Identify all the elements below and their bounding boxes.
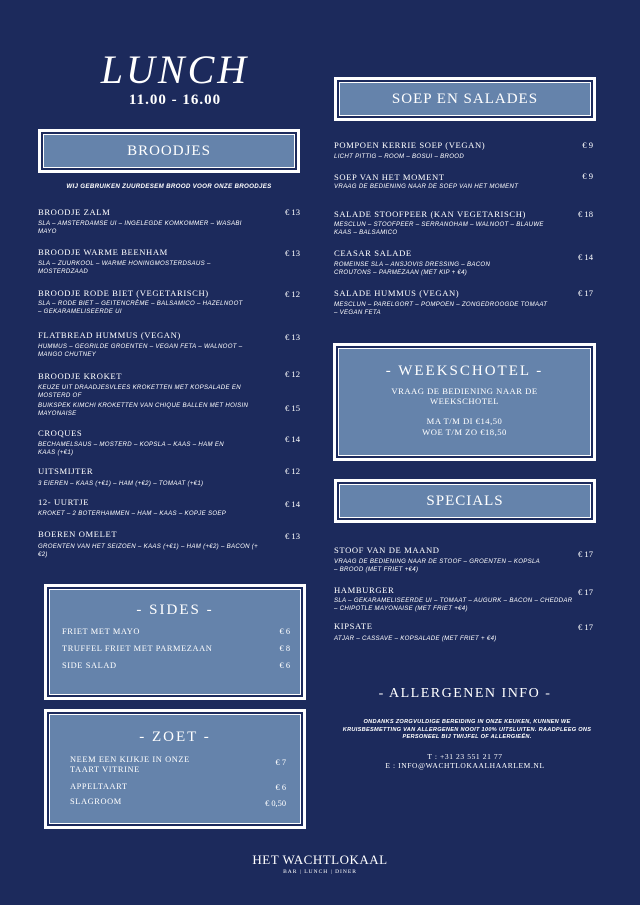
menu-item-price: € 14 bbox=[284, 499, 300, 509]
specials-title: SPECIALS bbox=[339, 484, 591, 518]
menu-item-name: SALADE STOOFPEER (KAN VEGETARISCH) bbox=[334, 209, 526, 219]
page-title: LUNCH bbox=[100, 47, 250, 92]
menu-item-desc: BECHAMELSAUS – MOSTERD – KOPSLA – KAAS – HAM EN KAAS (+€1) bbox=[38, 441, 224, 457]
menu-item-desc: GROENTEN VAN HET SEIZOEN – KAAS (+€1) – HAM (+€2) – BACON (+€2) bbox=[38, 543, 258, 559]
menu-item-name: SALADE HUMMUS (VEGAN) bbox=[334, 288, 460, 298]
menu-item-price: € 12 bbox=[284, 369, 300, 379]
menu-item-price: € 13 bbox=[284, 248, 300, 258]
menu-item-price: € 12 bbox=[284, 289, 300, 299]
soep-header bbox=[334, 77, 596, 121]
menu-item-price: € 13 bbox=[284, 332, 300, 342]
menu-item-desc: SLA – GEKARAMELISEERDE UI – TOMAAT – AUGURK – BACON – CHEDDAR – CHIPOTLE MAYONAISE (MET FRIET +€4) bbox=[334, 597, 573, 613]
sides-title: - SIDES - bbox=[136, 602, 214, 618]
menu-item-name: UITSMIJTER bbox=[38, 466, 94, 476]
menu-item-desc: ATJAR – CASSAVE – KOPSALADE (MET FRIET + €4) bbox=[334, 635, 497, 642]
menu-item-name: POMPOEN KERRIE SOEP (VEGAN) bbox=[334, 140, 486, 150]
weekschotel-panel bbox=[333, 343, 596, 461]
menu-item-price: € 17 bbox=[577, 622, 593, 632]
menu-item-price: € 14 bbox=[577, 252, 593, 262]
menu-item-desc: SLA – AMSTERDAMSE UI – INGELEGDE KOMKOMMER – WASABI MAYO bbox=[38, 220, 242, 236]
weekschotel-title: - WEEKSCHOTEL - bbox=[385, 363, 544, 379]
menu-item-price: € 14 bbox=[284, 434, 300, 444]
menu-item-name: BROODJE ZALM bbox=[38, 207, 111, 217]
menu-item-name: SOEP VAN HET MOMENT bbox=[334, 172, 445, 182]
side-item-price: € 6 bbox=[279, 661, 290, 670]
menu-item-price: € 17 bbox=[577, 549, 593, 559]
menu-item-desc: ROMEINSE SLA – ANSJOVIS DRESSING – BACON CROUTONS – PARMEZAAN (MET KIP + €4) bbox=[334, 261, 491, 277]
menu-item-desc: MESCLUN – PARELGORT – POMPOEN – ZONGEDROOGDE TOMAAT – VEGAN FETA bbox=[334, 301, 548, 317]
side-item-price: € 6 bbox=[279, 627, 290, 636]
menu-item-desc: SLA – RODE BIET – GEITENCRÈME – BALSAMICO – HAZELNOOT – GEKARAMELISEERDE UI bbox=[38, 300, 243, 316]
zoet-title: - ZOET - bbox=[139, 729, 211, 745]
menu-item-desc: SLA – ZUURKOOL – WARME HONINGMOSTERDSAUS – MOSTERDZAAD bbox=[38, 260, 211, 276]
menu-item-name: BROODJE KROKET bbox=[38, 371, 123, 381]
menu-item-name: HAMBURGER bbox=[334, 585, 395, 595]
side-item-price: € 8 bbox=[279, 644, 290, 653]
side-item-name: SIDE SALAD bbox=[62, 661, 117, 670]
menu-item-price: € 9 bbox=[582, 171, 593, 181]
menu-item-desc: VRAAG DE BEDIENING NAAR DE STOOF – GROENTEN – KOPSLA – BROOD (MET FRIET +€4) bbox=[334, 558, 540, 574]
menu-item-name: BOEREN OMELET bbox=[38, 529, 118, 539]
weekschotel-desc: VRAAG DE BEDIENING NAAR DE WEEKSCHOTEL bbox=[391, 386, 538, 406]
sides-panel bbox=[44, 584, 306, 700]
menu-item-name: BROODJE WARME BEENHAM bbox=[38, 247, 168, 257]
allergens-email: E : INFO@WACHTLOKAALHAARLEM.NL bbox=[385, 761, 545, 770]
zoet-item-price: € 7 bbox=[275, 758, 286, 767]
zoet-item-name: SLAGROOM bbox=[70, 797, 122, 806]
menu-item-name: KIPSATE bbox=[334, 621, 373, 631]
allergens-title: - ALLERGENEN INFO - bbox=[378, 686, 552, 701]
soep-title: SOEP EN SALADES bbox=[339, 82, 591, 116]
menu-item-desc: HUMMUS – GEGRILDE GROENTEN – VEGAN FETA – WALNOOT – MANGO CHUTNEY bbox=[38, 343, 243, 359]
weekschotel-price-2: WOE T/M ZO €18,50 bbox=[422, 427, 507, 437]
broodjes-header bbox=[38, 129, 300, 173]
menu-item-name: 12- UURTJE bbox=[38, 497, 90, 507]
brand-tagline: BAR | LUNCH | DINER bbox=[283, 869, 357, 875]
zoet-item-price: € 0,50 bbox=[265, 799, 286, 808]
menu-item-desc: KROKET – 2 BOTERHAMMEN – HAM – KAAS – KOPJE SOEP bbox=[38, 510, 227, 517]
weekschotel-price-1: MA T/M DI €14,50 bbox=[426, 416, 503, 426]
menu-item-price: € 18 bbox=[577, 209, 593, 219]
menu-item-desc: LICHT PITTIG – ROOM – BOSUI – BROOD bbox=[334, 153, 465, 160]
allergens-phone: T : +31 23 551 21 77 bbox=[427, 752, 503, 761]
menu-item-desc: VRAAG DE BEDIENING NAAR DE SOEP VAN HET MOMENT bbox=[334, 183, 519, 190]
menu-item-price: € 12 bbox=[284, 466, 300, 476]
zoet-item-name: NEEM EEN KIJKJE IN ONZE TAART VITRINE bbox=[70, 755, 190, 774]
menu-item-name: STOOF VAN DE MAAND bbox=[334, 545, 440, 555]
menu-item-desc: KEUZE UIT DRAADJESVLEES KROKETTEN MET KOPSALADE EN MOSTERD OF bbox=[38, 384, 241, 400]
specials-header bbox=[334, 479, 596, 523]
menu-item-price: € 13 bbox=[284, 207, 300, 217]
menu-item-desc: MESCLUN – STOOFPEER – SERRANOHAM – WALNOOT – BLAUWE KAAS – BALSAMICO bbox=[334, 221, 544, 237]
menu-item-name: FLATBREAD HUMMUS (VEGAN) bbox=[38, 330, 181, 340]
zoet-item-name: APPELTAART bbox=[70, 782, 128, 791]
menu-item-price: € 9 bbox=[582, 140, 593, 150]
menu-item-price: € 17 bbox=[577, 587, 593, 597]
broodjes-note: WIJ GEBRUIKEN ZUURDESEM BROOD VOOR ONZE BROODJES bbox=[66, 183, 272, 190]
menu-item-desc: 3 EIEREN – KAAS (+€1) – HAM (+€2) – TOMAAT (+€1) bbox=[38, 480, 204, 487]
side-item-name: FRIET MET MAYO bbox=[62, 627, 141, 636]
opening-hours: 11.00 - 16.00 bbox=[128, 92, 222, 108]
menu-item-price: € 13 bbox=[284, 531, 300, 541]
menu-item-name: CROQUES bbox=[38, 428, 83, 438]
side-item-name: TRUFFEL FRIET MET PARMEZAAN bbox=[62, 644, 213, 653]
menu-item-desc: BUIKSPEK KIMCHI KROKETTEN VAN CHIQUE BALLEN MET HOISIN MAYONAISE bbox=[38, 402, 249, 418]
menu-item-name: BROODJE RODE BIET (VEGETARISCH) bbox=[38, 288, 209, 298]
menu-item-price: € 15 bbox=[284, 403, 300, 413]
menu-item-price: € 17 bbox=[577, 288, 593, 298]
brand-logo: HET WACHTLOKAAL bbox=[252, 852, 388, 867]
allergens-text: ONDANKS ZORGVULDIGE BEREIDING IN ONZE KEUKEN, KUNNEN WE KRUISBESMETTING VAN ALLERGENEN NOOIT 100% UITSLUITEN. RAADPLEEG ONS PERSONEEL BIJ TWIJFEL OF ALLERGIEËN. bbox=[342, 719, 592, 740]
zoet-item-price: € 6 bbox=[275, 783, 286, 792]
zoet-panel bbox=[44, 709, 306, 829]
menu-item-name: CEASAR SALADE bbox=[334, 248, 412, 258]
broodjes-title: BROODJES bbox=[43, 134, 295, 168]
